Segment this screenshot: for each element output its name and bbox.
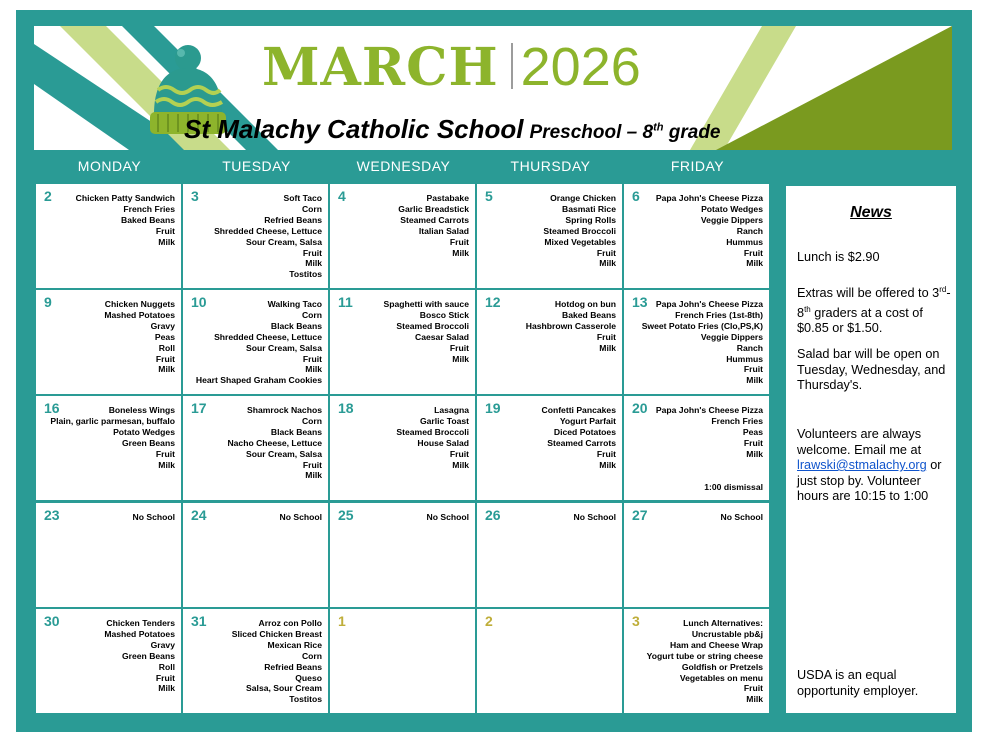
day-number: 17 — [191, 400, 207, 416]
news-salad-bar: Salad bar will be open on Tuesday, Wednesday, and Thursday's. — [797, 347, 946, 392]
menu-item: Papa John's Cheese Pizza — [655, 405, 763, 415]
news-usda: USDA is an equal opportunity employer. — [797, 668, 919, 698]
menu-list — [427, 512, 470, 523]
day-number: 19 — [485, 400, 501, 416]
menu-list — [196, 299, 322, 386]
title-divider — [511, 43, 513, 89]
menu-item: Fruit — [596, 448, 616, 459]
menu-list — [543, 193, 616, 269]
menu-item: Fruit — [155, 672, 175, 683]
menu-item: Lunch Alternatives: — [683, 618, 763, 628]
menu-item: Milk — [599, 459, 616, 470]
menu-item: Fruit — [302, 353, 322, 364]
menu-item: Mixed Vegetables — [544, 236, 616, 247]
menu-item: Italian Salad — [418, 225, 469, 236]
menu-item: No School — [426, 512, 469, 522]
menu-item: Fruit — [155, 448, 175, 459]
day-cell — [624, 290, 769, 394]
day-cell — [477, 290, 622, 394]
menu-item: Milk — [452, 459, 469, 470]
menu-item: Garlic Breadstick — [398, 203, 469, 214]
menu-item: Plain, garlic parmesan, buffalo — [50, 415, 175, 426]
menu-item: Milk — [158, 459, 175, 470]
day-number: 3 — [191, 188, 199, 204]
menu-item: Veggie Dippers — [700, 331, 763, 342]
menu-item: Shredded Cheese, Lettuce — [214, 331, 322, 342]
day-number: 9 — [44, 294, 52, 310]
menu-item: Ranch — [736, 225, 763, 236]
menu-item: Baked Beans — [562, 309, 616, 320]
day-cell — [36, 503, 181, 607]
menu-item: Milk — [158, 364, 175, 375]
menu-item: Corn — [301, 203, 322, 214]
weekday-friday: FRIDAY — [670, 158, 725, 174]
menu-item: Hummus — [726, 353, 763, 364]
day-cell — [36, 609, 181, 713]
menu-item: Green Beans — [121, 650, 175, 661]
day-number: 23 — [44, 507, 60, 523]
day-cell — [477, 503, 622, 607]
menu-item: Caesar Salad — [415, 331, 469, 342]
menu-item: Diced Potatoes — [553, 426, 616, 437]
day-number: 13 — [632, 294, 648, 310]
menu-list — [50, 405, 175, 470]
menu-item: Fruit — [743, 683, 763, 694]
menu-item: Garlic Toast — [419, 415, 469, 426]
menu-list — [133, 512, 176, 523]
menu-item: Fruit — [302, 247, 322, 258]
email-link[interactable]: lrawski@stmalachy.org — [797, 458, 927, 472]
menu-item: Papa John's Cheese Pizza — [655, 299, 763, 309]
day-cell — [183, 609, 328, 713]
menu-item: Sweet Potato Fries (Clo,PS,K) — [641, 320, 763, 331]
menu-item: Hashbrown Casserole — [525, 320, 616, 331]
menu-item: Mexican Rice — [267, 639, 322, 650]
day-number: 1 — [338, 613, 346, 629]
menu-item: Milk — [305, 258, 322, 269]
menu-list — [721, 512, 764, 523]
menu-item: Milk — [746, 258, 763, 269]
menu-item: Fruit — [449, 236, 469, 247]
menu-list — [76, 193, 175, 248]
menu-item: Milk — [305, 470, 322, 481]
menu-item: Walking Taco — [267, 299, 322, 309]
menu-item: French Fries — [123, 203, 175, 214]
menu-item: Peas — [742, 426, 763, 437]
menu-list — [384, 299, 469, 364]
day-number: 25 — [338, 507, 354, 523]
day-number: 24 — [191, 507, 207, 523]
day-number: 3 — [632, 613, 640, 629]
menu-item: Ham and Cheese Wrap — [670, 639, 763, 650]
menu-item: Fruit — [155, 225, 175, 236]
calendar-title — [262, 36, 641, 98]
menu-item: Yogurt tube or string cheese — [646, 650, 763, 661]
menu-item: Mashed Potatoes — [104, 309, 175, 320]
menu-item: No School — [132, 512, 175, 522]
day-number: 12 — [485, 294, 501, 310]
day-cell — [330, 503, 475, 607]
day-number: 30 — [44, 613, 60, 629]
menu-item: Roll — [158, 661, 175, 672]
day-cell — [477, 184, 622, 288]
menu-item: Corn — [301, 415, 322, 426]
news-lunch-price: Lunch is $2.90 — [797, 250, 880, 264]
menu-item: Peas — [154, 331, 175, 342]
menu-item: Fruit — [449, 448, 469, 459]
day-number: 10 — [191, 294, 207, 310]
menu-item: Steamed Carrots — [400, 214, 469, 225]
menu-item: Bosco Stick — [419, 309, 469, 320]
menu-item: Yogurt Parfait — [559, 415, 616, 426]
day-number: 18 — [338, 400, 354, 416]
day-cell — [330, 396, 475, 500]
menu-item: Uncrustable pb&j — [691, 628, 763, 639]
menu-item: Refried Beans — [264, 214, 322, 225]
calendar-header — [34, 26, 952, 150]
day-cell — [624, 396, 769, 500]
news-extras: Extras will be offered to 3rd-8th graders at a cost of $0.85 or $1.50. — [797, 285, 951, 336]
day-number: 26 — [485, 507, 501, 523]
menu-item: Potato Wedges — [701, 203, 763, 214]
menu-item: Fruit — [596, 247, 616, 258]
day-cell — [183, 503, 328, 607]
menu-item: Fruit — [743, 437, 763, 448]
menu-list — [214, 193, 322, 280]
menu-list — [227, 405, 322, 481]
menu-item: Corn — [301, 650, 322, 661]
weekday-header-row — [36, 158, 772, 180]
menu-item: Vegetables on menu — [679, 672, 763, 683]
menu-item: Arroz con Pollo — [258, 618, 322, 628]
menu-item: Milk — [452, 353, 469, 364]
menu-item: Spring Rolls — [565, 214, 616, 225]
menu-list — [104, 299, 175, 375]
menu-list — [647, 618, 763, 705]
menu-item: Corn — [301, 309, 322, 320]
menu-list — [541, 405, 616, 470]
day-cell — [36, 290, 181, 394]
menu-item: Fruit — [596, 331, 616, 342]
menu-item: No School — [573, 512, 616, 522]
menu-item: Gravy — [150, 320, 175, 331]
menu-item: Tostitos — [289, 269, 322, 280]
day-cell — [330, 290, 475, 394]
menu-item: Mashed Potatoes — [104, 628, 175, 639]
menu-item: Pastabake — [426, 193, 469, 203]
menu-item: Steamed Broccoli — [543, 225, 616, 236]
title-month: MARCH — [262, 37, 499, 98]
menu-item: Milk — [158, 236, 175, 247]
day-cell — [330, 184, 475, 288]
menu-item: Chicken Patty Sandwich — [75, 193, 175, 203]
menu-item: Milk — [746, 375, 763, 386]
grade-range: Preschool – 8th grade — [529, 121, 721, 143]
day-cell — [183, 184, 328, 288]
day-cell — [624, 184, 769, 288]
menu-item: Tostitos — [289, 694, 322, 705]
menu-list — [656, 193, 763, 269]
day-cell — [36, 396, 181, 500]
menu-item: Steamed Carrots — [547, 437, 616, 448]
menu-item: Milk — [599, 258, 616, 269]
menu-item: Sliced Chicken Breast — [231, 628, 322, 639]
day-cell — [624, 503, 769, 607]
menu-item: Milk — [305, 364, 322, 375]
menu-item: Refried Beans — [264, 661, 322, 672]
day-number: 16 — [44, 400, 60, 416]
menu-item: Hummus — [726, 236, 763, 247]
menu-list — [642, 299, 763, 386]
menu-item: Milk — [158, 683, 175, 694]
menu-item: Sour Cream, Salsa — [246, 236, 322, 247]
news-volunteers: Volunteers are always welcome. Email me at lrawski@stmalachy.org or just stop by. Volunteer hours are 10:15 to 1:00 — [797, 427, 942, 503]
menu-list — [656, 405, 763, 460]
menu-item: Basmati Rice — [562, 203, 616, 214]
day-cell — [36, 184, 181, 288]
calendar-grid — [36, 184, 772, 715]
menu-item: Queso — [295, 672, 322, 683]
menu-item: No School — [720, 512, 763, 522]
news-panel — [786, 186, 956, 713]
menu-item: Fruit — [743, 247, 763, 258]
menu-item: Boneless Wings — [108, 405, 175, 415]
menu-item: Orange Chicken — [550, 193, 616, 203]
menu-item: Baked Beans — [121, 214, 175, 225]
menu-list — [398, 193, 469, 258]
menu-list — [396, 405, 469, 470]
menu-item: Nacho Cheese, Lettuce — [227, 437, 322, 448]
day-cell — [477, 609, 622, 713]
menu-item: Steamed Broccoli — [396, 426, 469, 437]
menu-item: Potato Wedges — [113, 426, 175, 437]
day-number: 5 — [485, 188, 493, 204]
day-cell — [183, 290, 328, 394]
menu-list — [280, 512, 323, 523]
day-number: 4 — [338, 188, 346, 204]
menu-item: Milk — [746, 448, 763, 459]
news-title: News — [850, 204, 892, 221]
menu-item: Steamed Broccoli — [396, 320, 469, 331]
menu-item: Milk — [599, 342, 616, 353]
menu-item: Soft Taco — [283, 193, 322, 203]
day-cell — [183, 396, 328, 500]
menu-item: Shredded Cheese, Lettuce — [214, 225, 322, 236]
menu-item: Green Beans — [121, 437, 175, 448]
menu-item: Black Beans — [270, 320, 322, 331]
day-note: 1:00 dismissal — [704, 482, 763, 492]
day-number: 27 — [632, 507, 648, 523]
menu-item: Spaghetti with sauce — [383, 299, 469, 309]
menu-item: Salsa, Sour Cream — [246, 683, 322, 694]
weekday-monday: MONDAY — [77, 158, 142, 174]
title-year: 2026 — [520, 37, 641, 97]
day-number: 2 — [485, 613, 493, 629]
day-number: 11 — [338, 294, 353, 310]
menu-item: Heart Shaped Graham Cookies — [195, 375, 322, 386]
day-number: 2 — [44, 188, 52, 204]
menu-item: Chicken Nuggets — [104, 299, 175, 309]
menu-item: Chicken Tenders — [106, 618, 175, 628]
menu-item: Shamrock Nachos — [247, 405, 322, 415]
day-cell — [330, 609, 475, 713]
day-number: 20 — [632, 400, 648, 416]
weekday-thursday: THURSDAY — [510, 158, 591, 174]
menu-item: Goldfish or Pretzels — [681, 661, 763, 672]
day-cell — [624, 609, 769, 713]
menu-list — [574, 512, 617, 523]
menu-item: Roll — [158, 342, 175, 353]
weekday-tuesday: TUESDAY — [222, 158, 291, 174]
weekday-wednesday: WEDNESDAY — [356, 158, 451, 174]
menu-item: Fruit — [155, 353, 175, 364]
menu-item: Gravy — [150, 639, 175, 650]
menu-item: Milk — [452, 247, 469, 258]
day-number: 31 — [191, 613, 207, 629]
menu-item: Fruit — [302, 459, 322, 470]
menu-list — [526, 299, 616, 354]
menu-item: Fruit — [743, 364, 763, 375]
day-cell — [477, 396, 622, 500]
menu-item: Sour Cream, Salsa — [246, 448, 322, 459]
menu-item: Veggie Dippers — [700, 214, 763, 225]
menu-item: Lasagna — [434, 405, 469, 415]
day-number: 6 — [632, 188, 640, 204]
menu-item: Confetti Pancakes — [541, 405, 616, 415]
menu-item: Papa John's Cheese Pizza — [655, 193, 763, 203]
school-name: St Malachy Catholic School — [184, 114, 524, 144]
menu-item: Hotdog on bun — [554, 299, 616, 309]
menu-item: House Salad — [417, 437, 469, 448]
menu-item: Ranch — [736, 342, 763, 353]
menu-item: Fruit — [449, 342, 469, 353]
menu-item: French Fries (1st-8th) — [675, 309, 763, 320]
menu-list — [232, 618, 322, 705]
menu-item: Sour Cream, Salsa — [246, 342, 322, 353]
school-name-line — [184, 114, 721, 145]
menu-list — [104, 618, 175, 694]
menu-item: Milk — [746, 694, 763, 705]
menu-item: No School — [279, 512, 322, 522]
menu-item: French Fries — [711, 415, 763, 426]
menu-item: Black Beans — [270, 426, 322, 437]
